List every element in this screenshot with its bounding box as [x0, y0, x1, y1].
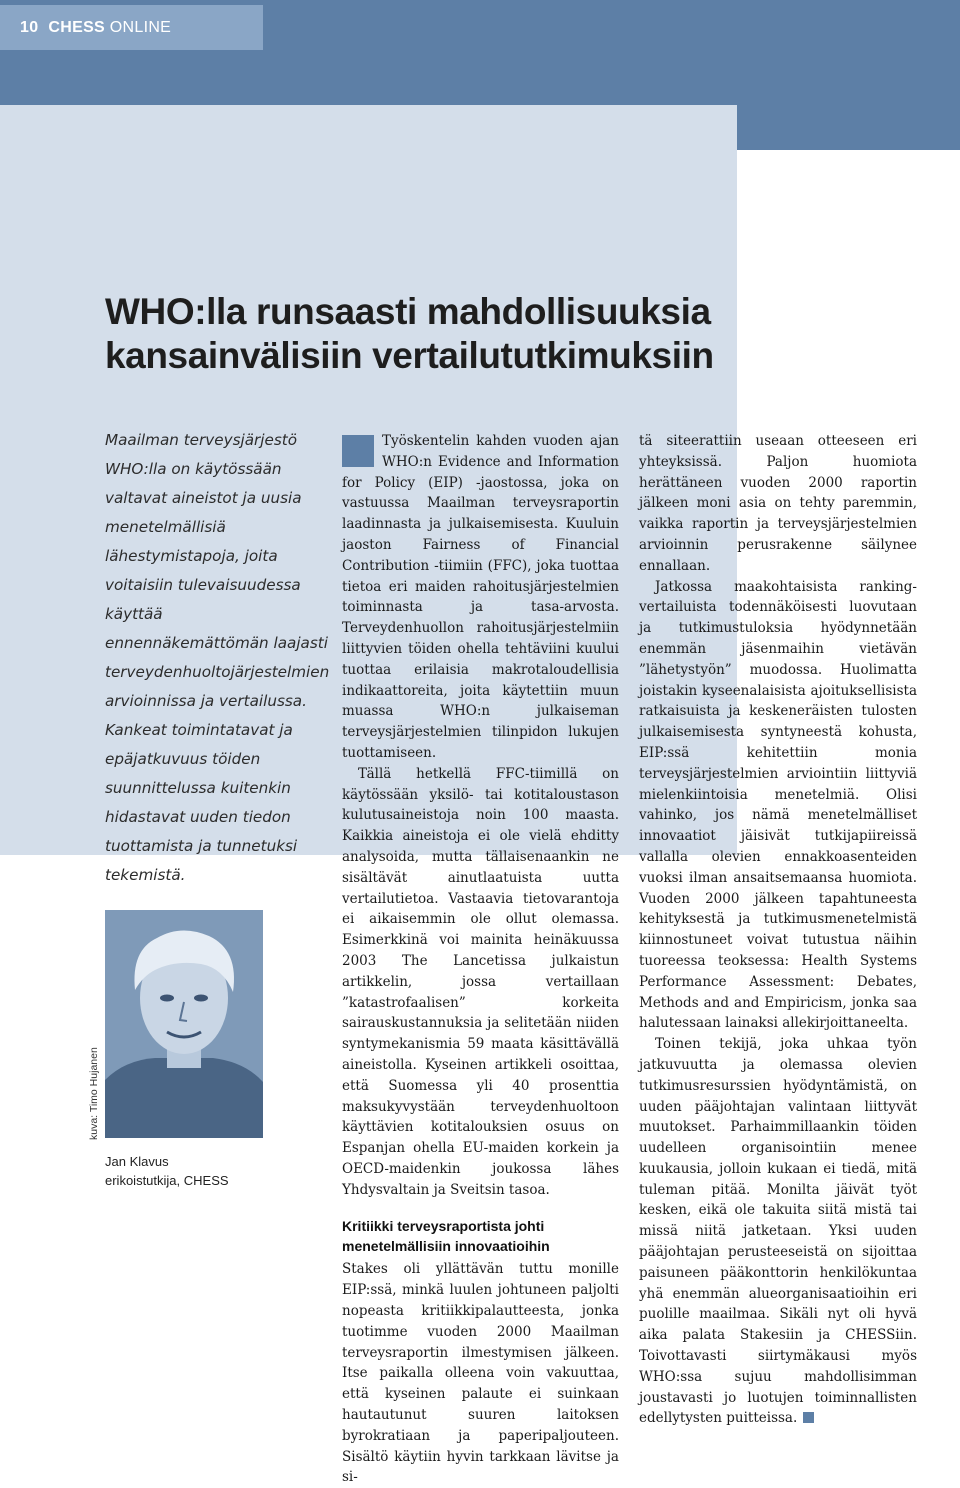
body-paragraph: Tällä hetkellä FFC-tiimillä on käytössään yksilö- tai kotitaloustason kulutusaineistoja noin 100 maasta. Kaikkia aineistoja ei ole vielä ehditty analysoida, mutta tällaisenaankin ne sisältävät ainutlaatuista uutta vertailutietoa. Vastaavia tietovarantoja ei aikaisemmin ole ollut olemassa. Esimerkkinä voi mainita heinäkuussa 2003 The Lancetissa julkaistun artikkelin, jossa vertaillaan ”katastrofaalisen” korkeita sairauskustannuksia ja selitetään niiden syntymekanismia 59 maata käsittävällä aineistolla. Kyseinen artikkeli osoittaa, että Suomessa yli 40 prosenttia maksukyvystään terveydenhuoltoon käyttävien kotitalouksien osuus on Espanjan ohella EU-maiden korkein ja OECD-maidenkin joukossa lähes Yhdysvaltain ja Sveitsin tasoa.: [342, 765, 619, 1198]
portrait-image: [105, 910, 263, 1138]
author-caption: [105, 1152, 305, 1190]
author-photo: [105, 910, 263, 1138]
body-paragraph: [639, 1034, 917, 1429]
drop-cap-square: [342, 435, 374, 467]
page-number: 10: [20, 18, 39, 36]
end-mark-square: [803, 1412, 814, 1423]
header-band: [0, 0, 960, 105]
body-paragraph: tä siteerattiin useaan otteeseen eri yhteyksissä. Paljon huomiota herättäneen vuoden 2000 raportin jälkeen moni asia on tehty paremmin, vaikka raportin ja terveysjärjestelmien arvioinnin perusrakenne säilynee ennallaan.: [639, 433, 917, 574]
article-title: [105, 290, 735, 378]
author-name: Jan Klavus: [105, 1154, 169, 1169]
body-paragraph: Työskentelin kahden vuoden ajan WHO:n Evidence and Information for Policy (EIP) -jaostossa, joka on vastuussa Maailman terveysraportin laadinnasta ja julkaisemisesta. Kuuluin jaoston Fairness of Financial Contribution -tiimiin (FFC), joka tuottaa tietoa eri maiden rahoitusjärjestelmien toiminnasta ja tasa-arvosta. Terveydenhuollon rahoitusjärjestelmiin liittyvien töiden ohella tehtäviini kuului tuottaa erilaisia makrotaloudellisia indikaattoreita, joita käytettiin muun muassa WHO:n julkaiseman terveysjärjestelmien tilinpidon lukujen tuottamiseen.: [342, 433, 619, 761]
body-column-3: [639, 431, 917, 1429]
author-title: erikoistutkija, CHESS: [105, 1173, 229, 1188]
title-line-2: kansainvälisiin vertailututkimuksiin: [105, 335, 714, 376]
title-line-1: WHO:lla runsaasti mahdollisuuksia: [105, 291, 711, 332]
body-paragraph: Stakes oli yllättävän tuttu monille EIP:ssä, minkä luulen johtuneen paljolti nopeasta kritiikkipalautteesta, jonka tuotimme vuoden 2000 Maailman terveysraportin ilmestymisen jälkeen. Itse paikalla olleena voin vakuuttaa, että kyseinen palaute ei suinkaan hautautunut suuren laitoksen byrokratiaan ja paperipaljouteen. Sisältö käytiin hyvin tarkkaan lävitse ja si-: [342, 1261, 619, 1486]
article-lede: Maailman terveysjärjestö WHO:lla on käytössään valtavat aineistot ja uusia menetelmällisiä lähestymistapoja, joita voitaisiin tulevaisuudessa käyttää ennennäkemättömän laajasti terveydenhuoltojärjestelmien arvioinnissa ja vertailussa. Kankeat toimintatavat ja epäjatkuvuus töiden suunnittelussa kuitenkin hidastavat uuden tiedon tuottamista ja tunnetuksi tekemistä.: [105, 431, 330, 884]
header-tab: [0, 5, 263, 50]
photo-credit: kuva: Timo Hujanen: [88, 1047, 100, 1140]
magazine-name: [48, 19, 171, 37]
body-column-2: [342, 431, 619, 1488]
magazine-name-bold: CHESS: [48, 18, 106, 36]
last-paragraph-text: Toinen tekijä, joka uhkaa työn jatkuvuutta ja olemassa olevien tutkimusresurssien hyödyntämistä, on uuden pääjohtajan valintaan liittyvät muutokset. Parhaimmillaankin töiden uudelleen organisointiin menee kuukausia, jolloin kukaan ei tiedä, mitä tuleman pitää. Monilta jäivät työt kesken, eikä ole takuita siitä mistä tai missä niitä jatketaan. Yksi uuden pääjohtajan perusteeseistä on sijoittaa paisuneen pääkonttorin henkilökuntaa yhä enemmän alueorganisaatioihin eri puolille maailmaa. Sikäli nyt oli hyvä aika palata Stakesiin ja CHESSiin. Toivottavasti siirtymäkausi myös WHO:ssa sujuu mahdollisimman joustavasti jo luotujen toiminnallisten edellytysten puitteissa.: [639, 1036, 917, 1427]
magazine-name-light: ONLINE: [109, 18, 172, 36]
body-paragraph: Jatkossa maakohtaisista ranking-vertailuista todennäköisesti luovutaan ja tutkimustuloksia hyödynnetään enemmän jäsenmaihin vietävän ”lähetystyön” muodossa. Huolimatta joistakin kyseenalaisista ajoituksellisista ratkaisuista ja keskeneräisten tulosten julkaisemisesta syntyneestä kohusta, EIP:ssä kehitettiin monia terveysjärjestelmien arviointiin liittyviä mielenkiintoisia menetelmiä. Olisi vahinko, jos nämä menetelmälliset innovaatiot jäisivät tutkijapiireissä vallalla olevien ennakkoasenteiden vuoksi ilman ansaitsemaansa huomiota. Vuoden 2000 jälkeen tapahtuneesta kehityksestä ja tutkimusmenetelmistä kiinnostuneet voivat tutustua näihin tuoreessa teoksessa: Health Systems Performance Assessment: Debates, Methods and and Empiricism, jonka saa halutessaan lainaksi allekirjoittaneelta.: [639, 578, 917, 1032]
subheading: Kritiikki terveysraportista johti menetelmällisiin innovaatioihin: [342, 1218, 550, 1255]
accent-block: [737, 105, 960, 150]
